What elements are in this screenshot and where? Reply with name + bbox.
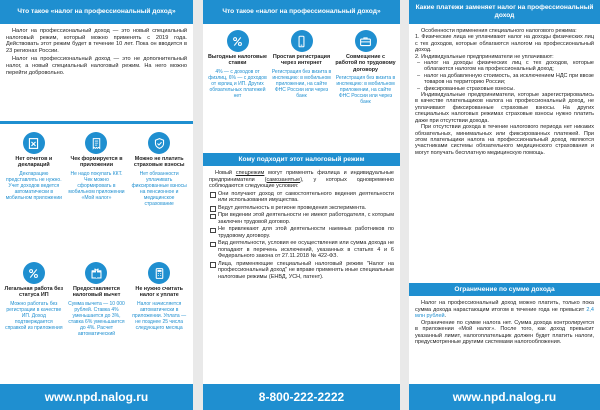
condition-item: Ведут деятельность в регионе проведения эксперимента. [209,205,394,212]
feature-desc: 4% — с доходов от физлиц, 6% — с доходов от юрлиц и ИП. Других обязательных платежей нет [208,68,267,99]
paragraph-ip: Индивидуальные предприниматели, которые зарегистрировались в качестве плательщиков налога на профессиональный доход, не уплачивают фиксированные страховые взносы. На других специальных налоговых режимах страховые взносы нужно платить даже при отсутствии дохода. [415,92,594,124]
footer-website[interactable]: www.npd.nalog.ru [0,384,193,410]
feature-tax-rates [207,30,268,105]
limit-text: . [444,313,447,319]
limit-amount: 2,4 млн рублей [415,306,594,319]
feature-desc: Можно работать без регистрации в качестве ИП. Доход подтверждается справкой из приложения [5,300,63,331]
shield-icon [153,137,166,150]
control-paragraph: Ограничение по сумме налога нет. Сумма дохода контролируется в приложении «Мой налог». После того, как доход превысит указанный лимит, налогоплательщик должен будет платить налоги, предусмотренные другими системами налогообложения. [415,319,594,345]
feature-title: Нет отчетов и деклараций [15,156,53,169]
feature-desc: Регистрация без визита в инспекцию: в мобильном приложении, на сайте ФНС России или через банк [271,68,332,99]
calculator-icon [153,267,166,280]
feature-receipt [67,132,127,207]
list-item: 2. Индивидуальные предприниматели не уплачивают: [415,53,554,60]
divider [0,121,193,124]
intro-paragraph-2: Налог на профессиональный доход — это не дополнительный налог, а новый специальный налоговый режим. На него можно перейти добровольно. [6,56,187,76]
panel-header: Что такое «налог на профессиональный доход» [0,0,193,24]
footer-phone[interactable]: 8-800-222-2222 [203,384,400,410]
limit-paragraph [415,300,594,320]
feature-desc: Не надо покупать ККТ. Чек можно сформировать в мобильном приложении «Мой налог» [68,170,125,201]
feature-title: Совмещение с работой по трудовому договору [335,54,396,73]
section-header: Ограничение по сумме дохода [409,283,600,296]
condition-item: Не привлекают для этой деятельности наемных работников по трудовому договору. [209,226,394,239]
limit-text: Налог на профессиональный доход можно платить, только пока сумма дохода нарастающим итогом в течение года не превысит [415,300,594,313]
feature-registration [271,30,332,105]
feature-desc: Сумма вычета — 10 000 рублей. Ставка 4% уменьшается до 3%, ставка 6% уменьшается до 4%. Расчет автоматический [68,300,125,337]
feature-title: Чек формируется в приложении [70,156,123,169]
feature-title: Выгодные налоговые ставки [208,54,267,67]
panel-header: Что такое «налог на профессиональный доход» [203,0,400,24]
feature-title: Не нужно считать налог к уплате [135,286,183,299]
condition-item: Они получают доход от самостоятельного ведения деятельности или использования имущества. [209,191,394,204]
leaflet-panel-right [409,0,600,410]
feature-title: Простая регистрация через интернет [272,54,331,67]
dash-item: – налог на добавленную стоимость, за исключением НДС при ввозе товаров на территорию России; [415,73,594,86]
briefcase-icon [359,35,372,48]
feature-combine-job [335,30,396,105]
percent-icon [231,35,244,48]
dash-item: – налог на доходы физических лиц с тех доходов, которые облагаются налогом на профессиональный доход; [415,60,594,73]
feature-no-reports [4,132,64,207]
section-header: Кому подходит этот налоговый режим [203,153,400,166]
list-item: 1. Физические лица не уплачивают налог на доходы физических лиц с тех доходов, которые облагаются налогом на профессиональный доход. [415,34,594,54]
condition-item: Лица, применяющие специальный налоговый режим "Налог на профессиональный доход" не вправе применять иные специальные налоговые режимы (ЕНВД, УСН, патент). [209,261,394,281]
feature-auto-tax [129,262,189,337]
intro-link-spetsrezhim[interactable]: спецрежим [235,170,265,176]
intro-link-samozanyatye[interactable]: самозанятые [266,176,301,183]
panel-header: Какие платежи заменяет налог на профессиональный доход [409,0,600,24]
intro-paragraph [209,170,394,190]
feature-title: Можно не платить страховые взносы [133,156,185,169]
feature-title: Легальная работа без статуса ИП [4,286,64,299]
feature-title: Предоставляется налоговый вычет [72,286,121,299]
feature-legal-work [4,262,64,337]
percent-icon [27,267,40,280]
intro-line: Особенности применения специального налогового режима: [421,28,577,34]
condition-item: При ведении этой деятельности не имеют работодателя, с которым заключен трудовой договор. [209,212,394,225]
dash-item: – фиксированные страховые взносы. [415,86,594,92]
intro-paragraph: Налог на профессиональный доход — это новый специальный налоговый режим, который можно применять с 2019 года. Действовать этот режим будет в течение 10 лет. Пока он вводится в 23 регионах России. [6,28,187,54]
feature-tax-deduction [67,262,127,337]
feature-no-insurance [129,132,189,207]
phone-icon [295,35,308,48]
intro-text: Новый [215,170,236,176]
leaflet-panel-left [0,0,193,410]
feature-desc: Регистрация без визита в инспекцию: в мобильном приложении, на сайте ФНС России или через банк [335,75,396,106]
feature-desc: Нет обязанности уплачивать фиксированные взносы на пенсионное и медицинское страхование [131,170,187,207]
footer-website[interactable]: www.npd.nalog.ru [409,384,600,410]
gift-icon [90,267,103,280]
document-x-icon [27,137,40,150]
receipt-icon [90,137,103,150]
condition-item: Вид деятельности, условия ее осуществления или сумма дохода не попадают в перечень исключений, указанных в статьях 4 и 6 Федерального закона от 27.11.2018 № 422-ФЗ. [209,240,394,260]
feature-desc: Декларацию представлять не нужно. Учет доходов ведется автоматически в мобильном приложении [5,170,62,201]
feature-desc: Налог начисляется автоматически в приложении. Уплата — не позднее 25 числа следующего месяца [132,300,187,331]
paragraph-no-income: При отсутствии дохода в течение налогового периода нет никаких обязательных, минимальных или фиксированных платежей. При этом плательщики налога на профессиональный доход являются участниками системы обязательного медицинского страхования и могут получать бесплатную медицинскую помощь. [415,124,594,156]
leaflet-panel-middle [203,0,400,410]
intro-text: могут применять физлица и индивидуальные предприниматели ( [209,170,394,183]
intro-text: ), у которых одновременно соблюдаются следующие условия: [209,176,394,189]
